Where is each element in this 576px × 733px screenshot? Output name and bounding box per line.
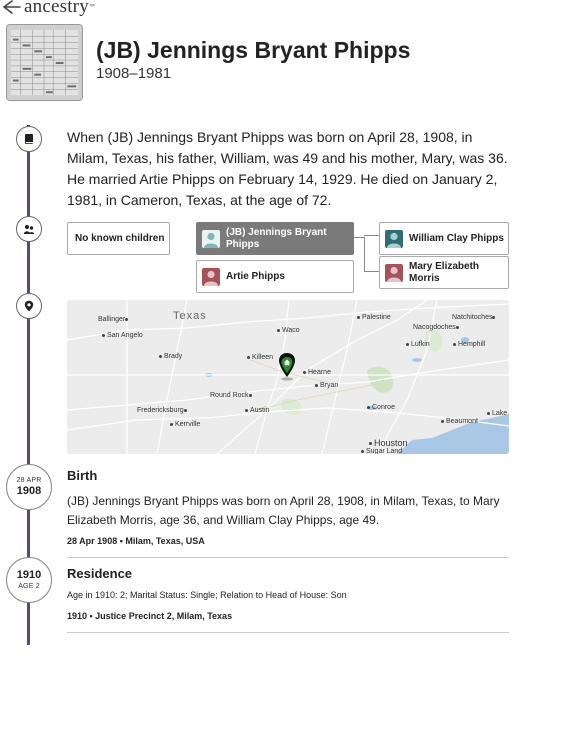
parent-connector — [364, 237, 365, 271]
birth-date-badge: 28 APR 1908 — [6, 464, 52, 510]
map-city: Beaumont — [441, 418, 478, 425]
father-name: William Clay Phipps — [409, 232, 504, 244]
map-city: Houston — [369, 438, 408, 448]
self-name: (JB) Jennings Bryant Phipps — [226, 226, 327, 250]
self-person-card[interactable] — [196, 222, 354, 255]
mother-name: Mary Elizabeth Morris — [409, 260, 480, 284]
event-divider — [67, 632, 509, 633]
no-children-label: No known children — [75, 232, 165, 244]
map-city: Ballinger — [98, 316, 130, 323]
logo-text: ancestry — [24, 0, 89, 17]
map-node — [16, 293, 42, 319]
person-avatar-icon — [385, 264, 403, 282]
birth-description: (JB) Jennings Bryant Phipps was born on April 28, 1908, in Milam, Texas, to Mary Elizabeth Morris, age 36, and William Clay Phipps, age 49. — [67, 494, 500, 527]
census-record-thumbnail — [7, 25, 82, 100]
spouse-card[interactable] — [196, 260, 354, 293]
map-city: Natchitoches — [452, 314, 497, 321]
map-city: Hemphill — [453, 341, 485, 348]
map-city: Waco — [277, 327, 300, 334]
map-city: Palestine — [357, 314, 391, 321]
map-city: Killeen — [247, 354, 273, 361]
location-pin-icon — [23, 300, 35, 312]
map-city: Lufkin — [406, 341, 430, 348]
residence-title: Residence — [67, 566, 133, 581]
record-thumbnail[interactable] — [6, 24, 83, 101]
leaf-icon — [2, 0, 22, 15]
map-city: Kerrville — [170, 421, 200, 428]
family-node — [16, 216, 42, 242]
map-city: Fredericksburg — [137, 407, 189, 414]
person-avatar-icon — [202, 268, 220, 286]
person-avatar-icon — [385, 230, 403, 248]
person-avatar-icon — [202, 230, 220, 248]
map-city: Conroe — [367, 404, 395, 411]
parent-connector — [354, 237, 364, 238]
birth-title: Birth — [67, 468, 98, 483]
life-story: When (JB) Jennings Bryant Phipps was born on April 28, 1908, in Milam, Texas, his father, William, was 49 and his mother, Mary, was 36. He married Artie Phipps on February 14, 1929. He died on January 2, 1981, in Cameron, Texas, at the age of 72. — [67, 129, 508, 208]
parent-connector — [364, 271, 379, 272]
residence-meta: 1910 • Justice Precinct 2, Milam, Texas — [67, 611, 233, 621]
map-city: Sugar Land — [361, 448, 402, 454]
parent-connector — [364, 235, 379, 236]
mother-card[interactable] — [379, 256, 509, 289]
map-city: Nacogdoches — [413, 324, 461, 331]
family-icon — [23, 223, 35, 235]
no-children-box — [67, 222, 170, 255]
spouse-name: Artie Phipps — [226, 270, 285, 282]
map-city: Lake — [487, 410, 507, 417]
ancestry-logo[interactable]: ancestry ™ — [2, 0, 95, 18]
map-city: San Angelo — [102, 332, 143, 339]
person-lifespan: 1908–1981 — [96, 65, 172, 82]
map-city: Hearne — [303, 369, 331, 376]
map-city: Brady — [159, 353, 182, 360]
book-icon — [23, 133, 35, 145]
map-marker-icon[interactable] — [278, 353, 296, 381]
birth-meta: 28 Apr 1908 • Milam, Texas, USA — [67, 536, 205, 546]
residence-date-badge: 1910 AGE 2 — [6, 557, 52, 603]
map-city: Austin — [245, 407, 269, 414]
map-city: Bryan — [315, 382, 338, 389]
story-node — [16, 126, 42, 152]
event-divider — [67, 557, 509, 558]
person-name: (JB) Jennings Bryant Phipps — [96, 37, 411, 63]
location-map[interactable] — [67, 300, 509, 454]
residence-description: Age in 1910: 2; Marital Status: Single; Relation to Head of House: Son — [67, 590, 347, 600]
map-city: Round Rock — [210, 392, 254, 399]
father-card[interactable] — [379, 222, 509, 255]
state-label: Texas — [173, 310, 207, 322]
